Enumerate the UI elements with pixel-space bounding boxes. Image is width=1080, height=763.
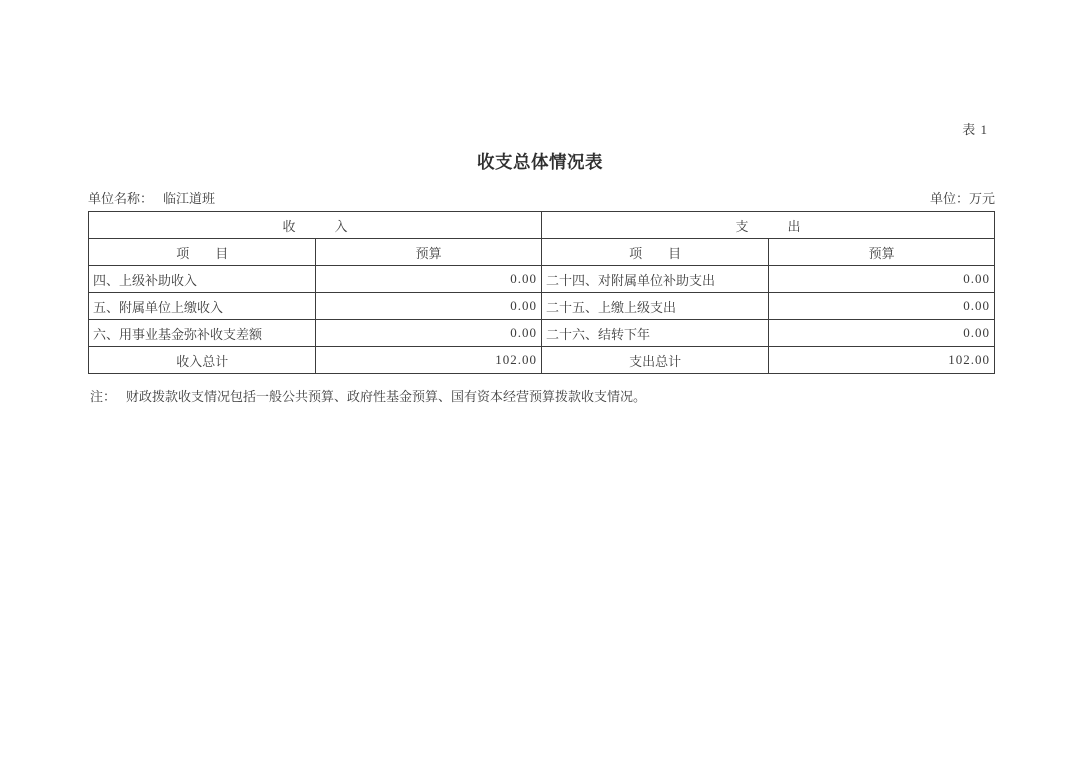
footnote-text: 财政拨款收支情况包括一般公共预算、政府性基金预算、国有资本经营预算拨款收支情况。 [126,389,647,404]
table-row [89,266,995,293]
expense-budget-header: 预算 [769,239,995,266]
column-header-row [89,239,995,266]
table-row [89,320,995,347]
table-number-tag: 表 1 [962,122,988,137]
expense-budget-cell: 0.00 [769,266,995,293]
expense-budget-cell: 0.00 [769,320,995,347]
budget-table [88,211,995,374]
table-row [89,293,995,320]
income-budget-header: 预算 [316,239,542,266]
footnote-label: 注： [90,389,117,404]
expense-item-cell: 二十四、对附属单位补助支出 [541,266,768,293]
unit-name-value: 临江道班 [163,191,216,206]
expense-total-label: 支出总计 [541,347,768,374]
expense-section-header: 支 出 [541,212,994,239]
section-header-row [89,212,995,239]
income-total-label: 收入总计 [89,347,316,374]
expense-item-cell: 二十六、结转下年 [541,320,768,347]
unit-name-label: 单位名称： [88,191,154,206]
unit-name [88,188,215,207]
income-total-value: 102.00 [316,347,542,374]
income-budget-cell: 0.00 [316,293,542,320]
income-item-cell: 四、上级补助收入 [89,266,316,293]
income-budget-cell: 0.00 [316,320,542,347]
expense-total-value: 102.00 [769,347,995,374]
unit-of-measure: 单位：万元 [929,191,995,206]
income-item-cell: 六、用事业基金弥补收支差额 [89,320,316,347]
meta-row [88,188,995,207]
page-title: 收支总体情况表 [477,152,603,172]
income-item-cell: 五、附属单位上缴收入 [89,293,316,320]
income-section-header: 收 入 [89,212,542,239]
expense-item-cell: 二十五、上缴上级支出 [541,293,768,320]
footnote [90,386,646,405]
expense-budget-cell: 0.00 [769,293,995,320]
expense-item-header: 项 目 [541,239,768,266]
income-item-header: 项 目 [89,239,316,266]
income-budget-cell: 0.00 [316,266,542,293]
totals-row [89,347,995,374]
